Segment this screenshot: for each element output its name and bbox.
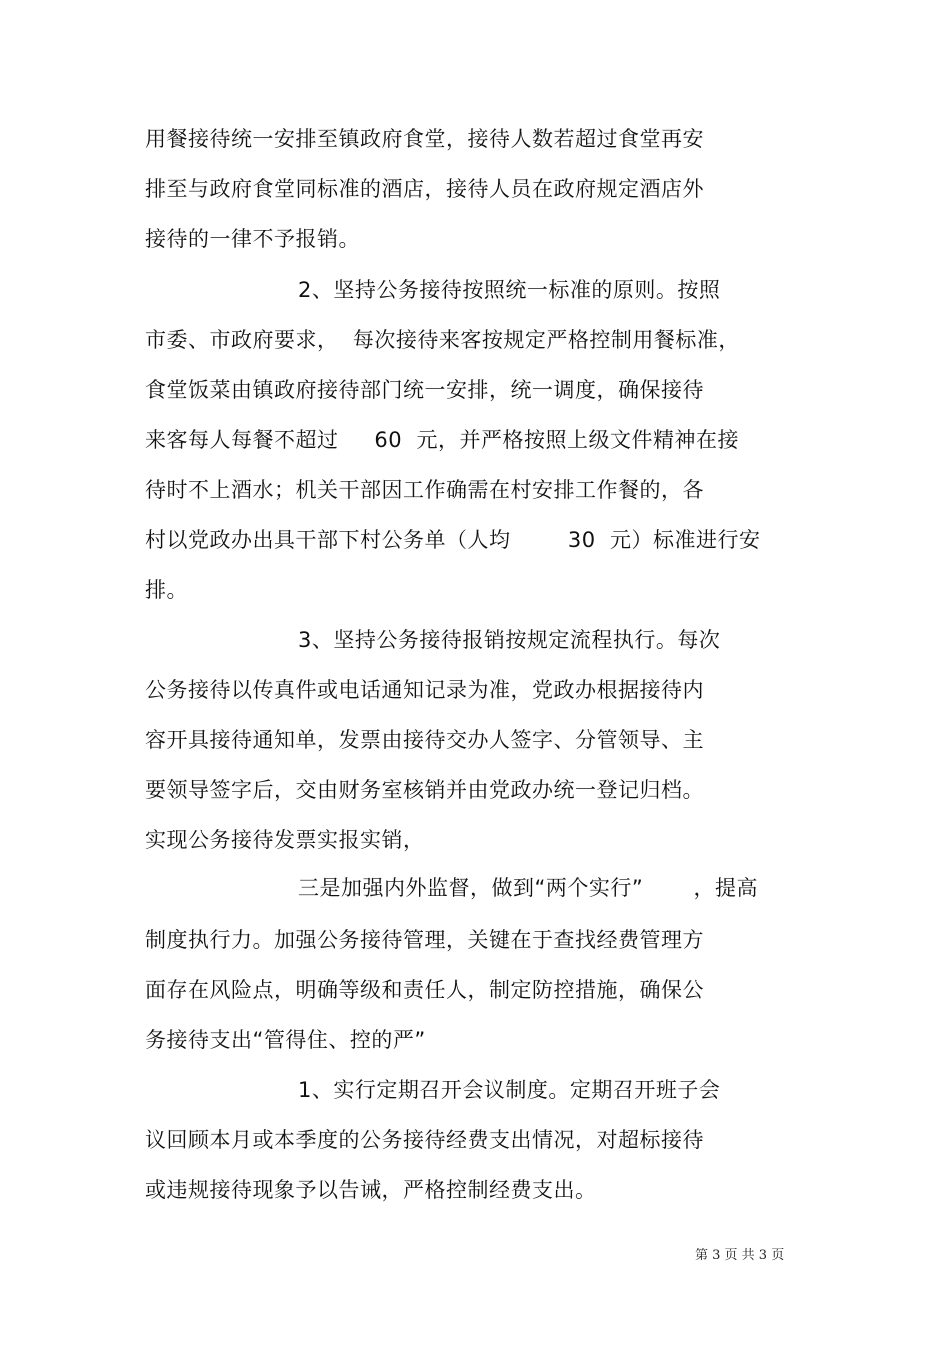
text-line: 务接待支出“管得住、控的严” [145,1028,426,1052]
text-line: 实现公务接待发票实报实销， [145,828,425,852]
text-line: 容开具接待通知单，发票由接待交办人签字、分管领导、主 [145,728,704,752]
text-line: 接待的一律不予报销。 [145,227,360,251]
text-line: 或违规接待现象予以告诫，严格控制经费支出。 [145,1178,597,1202]
text-line: 公务接待以传真件或电话通知记录为准，党政办根据接待内 [145,678,704,702]
section-heading-three: 三是加强内外监督，做到“两个实行” ，提高 [298,876,758,900]
text-line: 制度执行力。加强公务接待管理，关键在于查找经费管理方 [145,928,704,952]
text-line: 排。 [145,578,188,602]
text-line: 来客每人每餐不超过 60 元，并严格按照上级文件精神在接 [145,428,739,452]
paragraph-heading-3: 3、坚持公务接待报销按规定流程执行。每次 [298,628,721,652]
text-line: 排至与政府食堂同标准的酒店，接待人员在政府规定酒店外 [145,177,704,201]
text-line: 面存在风险点，明确等级和责任人，制定防控措施，确保公 [145,978,704,1002]
text-line: 议回顾本月或本季度的公务接待经费支出情况，对超标接待 [145,1128,704,1152]
paragraph-heading-2: 2、坚持公务接待按照统一标准的原则。按照 [298,278,721,302]
text-line: 要领导签字后，交由财务室核销并由党政办统一登记归档。 [145,778,704,802]
text-line: 市委、市政府要求， 每次接待来客按规定严格控制用餐标准， [145,328,740,352]
text-line: 用餐接待统一安排至镇政府食堂，接待人数若超过食堂再安 [145,127,704,151]
text-line: 村以党政办出具干部下村公务单（人均 30 元）标准进行安 [145,528,761,552]
text-line: 待时不上酒水；机关干部因工作确需在村安排工作餐的，各 [145,478,704,502]
page-footer: 第 3 页 共 3 页 [695,1248,785,1263]
paragraph-heading-1: 1、实行定期召开会议制度。定期召开班子会 [298,1078,721,1102]
text-line: 食堂饭菜由镇政府接待部门统一安排，统一调度，确保接待 [145,378,704,402]
